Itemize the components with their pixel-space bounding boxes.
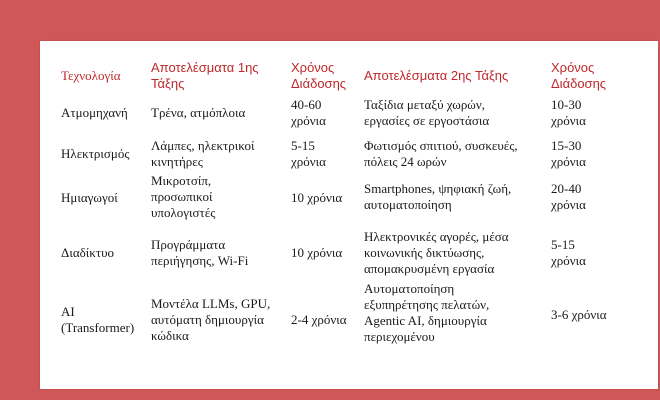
- row-5-time-1: 2-4 χρόνια: [291, 312, 347, 327]
- row-2-results-1: Λάμπες, ηλεκτρικοί κινητήρες: [151, 138, 255, 169]
- row-2-time-1: 5-15 χρόνια: [291, 138, 326, 169]
- row-3-time-2: 20-40 χρόνια: [551, 181, 586, 212]
- row-4-time-2: 5-15 χρόνια: [551, 237, 586, 268]
- row-1-results-1: Τρένα, ατμόπλοια: [151, 105, 246, 120]
- row-4-time-1: 10 χρόνια: [291, 245, 343, 260]
- row-1-results-2: Ταξίδια μεταξύ χωρών, εργασίες σε εργοστάσια: [364, 97, 490, 128]
- row-4-results-1: Προγράμματα περιήγησης, Wi-Fi: [151, 237, 249, 268]
- row-5-technology: AI (Transformer): [61, 304, 135, 335]
- header-results-1st-order: Αποτελέσματα 1ης Τάξης: [151, 60, 259, 91]
- row-3-results-1: Μικροτσίπ, προσωπικοί υπολογιστές: [151, 173, 216, 220]
- header-technology: Τεχνολογία: [61, 68, 121, 83]
- row-1-technology: Ατμομηχανή: [61, 105, 128, 120]
- row-3-technology: Ημιαγωγοί: [61, 190, 118, 205]
- row-1-time-1: 40-60 χρόνια: [291, 97, 326, 128]
- row-2-technology: Ηλεκτρισμός: [61, 146, 130, 161]
- header-diffusion-time-1: Χρόνος Διάδοσης: [291, 60, 347, 91]
- row-4-results-2: Ηλεκτρονικές αγορές, μέσα κοινωνικής δικτύωσης, απομακρυσμένη εργασία: [364, 229, 509, 276]
- row-3-results-2: Smartphones, ψηφιακή ζωή, αυτοματοποίηση: [364, 181, 512, 212]
- row-1-time-2: 10-30 χρόνια: [551, 97, 586, 128]
- row-5-results-2: Αυτοματοποίηση εξυπηρέτησης πελατών, Agentic AI, δημιουργία περιεχομένου: [364, 281, 490, 344]
- row-2-time-2: 15-30 χρόνια: [551, 138, 586, 169]
- row-3-time-1: 10 χρόνια: [291, 190, 343, 205]
- row-5-results-1: Μοντέλα LLMs, GPU, αυτόματη δημιουργία κώδικα: [151, 296, 271, 343]
- row-4-technology: Διαδίκτυο: [61, 245, 115, 260]
- header-results-2nd-order: Αποτελέσματα 2ης Τάξης: [364, 68, 509, 83]
- row-5-time-2: 3-6 χρόνια: [551, 307, 607, 322]
- row-2-results-2: Φωτισμός σπιτιού, συσκευές, πόλεις 24 ωρών: [364, 138, 518, 169]
- header-diffusion-time-2: Χρόνος Διάδοσης: [551, 60, 607, 91]
- table-document: [40, 41, 658, 389]
